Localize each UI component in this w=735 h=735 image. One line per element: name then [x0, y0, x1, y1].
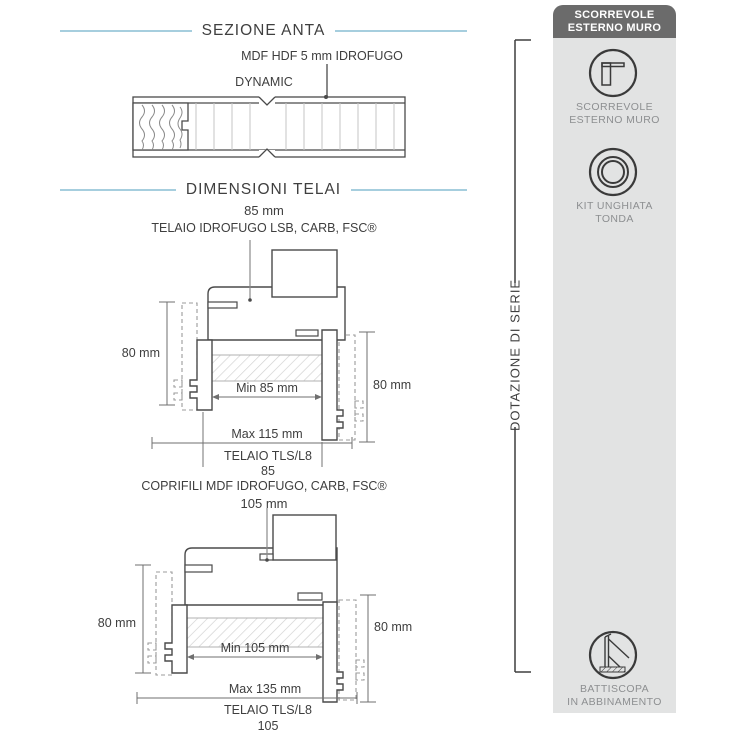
- frame85-dim-min: Min 85 mm: [236, 381, 298, 395]
- header-rule-right: [335, 30, 467, 32]
- left-jamb: [190, 340, 212, 410]
- badge-line1: SCORREVOLE: [574, 9, 655, 21]
- frame85-material-label: TELAIO IDROFUGO LSB, CARB, FSC®: [151, 221, 377, 235]
- left-stop-tab: [208, 302, 237, 308]
- sliding-door-outside-wall-icon: [587, 47, 639, 99]
- frame105-caption-size: 105: [257, 719, 279, 733]
- section-anta-title: SEZIONE ANTA: [201, 21, 326, 39]
- frame-85-drawing: [60, 238, 460, 470]
- sidebar-item-battiscopa-label: BATTISCOPA IN ABBINAMENTO: [567, 683, 662, 708]
- sidebar-item-scorrevole-label: SCORREVOLE ESTERNO MURO: [569, 101, 660, 126]
- skirting-board-icon: [587, 629, 639, 681]
- header2-rule-left: [60, 189, 176, 191]
- right-stop-tab: [296, 330, 318, 336]
- frame85-size-label: 85 mm: [244, 203, 284, 218]
- dimensioni-telai-header: [60, 179, 467, 200]
- header2-rule-right: [351, 189, 467, 191]
- badge-line2: ESTERNO MURO: [567, 22, 662, 34]
- wood-block: [133, 103, 188, 150]
- frame105-caption: TELAIO TLS/L8: [223, 703, 312, 717]
- frame85-caption: TELAIO TLS/L8: [223, 449, 312, 463]
- door-section-drawing: [130, 94, 410, 164]
- right-stop-tab: [298, 593, 322, 600]
- right-jamb: [323, 602, 343, 702]
- frame105-material-label: COPRIFILI MDF IDROFUGO, CARB, FSC®: [141, 479, 387, 493]
- sidebar-badge: [553, 5, 676, 38]
- frame85-caption-size: 85: [261, 464, 275, 478]
- section-anta-header: [60, 20, 467, 41]
- left-stop-tab: [185, 565, 212, 572]
- frame105-dim-left: 80 mm: [97, 616, 136, 630]
- mdf-label: MDF HDF 5 mm IDROFUGO: [241, 49, 403, 63]
- frame85-dim-max: Max 115 mm: [231, 427, 303, 441]
- frame105-size-label: 105 mm: [240, 496, 288, 511]
- frame105-dim-max: Max 135 mm: [228, 682, 302, 696]
- wall-hatch: [212, 355, 330, 381]
- dotazione-di-serie-label: DOTAZIONE DI SERIE: [507, 278, 523, 432]
- frame105-dim-right: 80 mm: [374, 620, 413, 634]
- door-leaf: [273, 515, 336, 560]
- frame85-dim-right: 80 mm: [373, 378, 412, 392]
- right-jamb: [322, 330, 343, 440]
- mdf-leader-line: [326, 64, 328, 97]
- dynamic-label: DYNAMIC: [235, 75, 293, 89]
- door-leaf: [272, 250, 337, 297]
- round-miter-kit-icon: [587, 146, 639, 198]
- frame105-dim-min: Min 105 mm: [220, 641, 290, 655]
- sidebar-item-kit-unghiata-label: KIT UNGHIATA TONDA: [576, 200, 653, 225]
- frame-105-drawing: [60, 508, 460, 708]
- header-rule-left: [60, 30, 192, 32]
- left-jamb: [165, 605, 187, 673]
- frame85-dim-left: 80 mm: [121, 346, 160, 360]
- dimensioni-telai-title: DIMENSIONI TELAI: [185, 180, 342, 198]
